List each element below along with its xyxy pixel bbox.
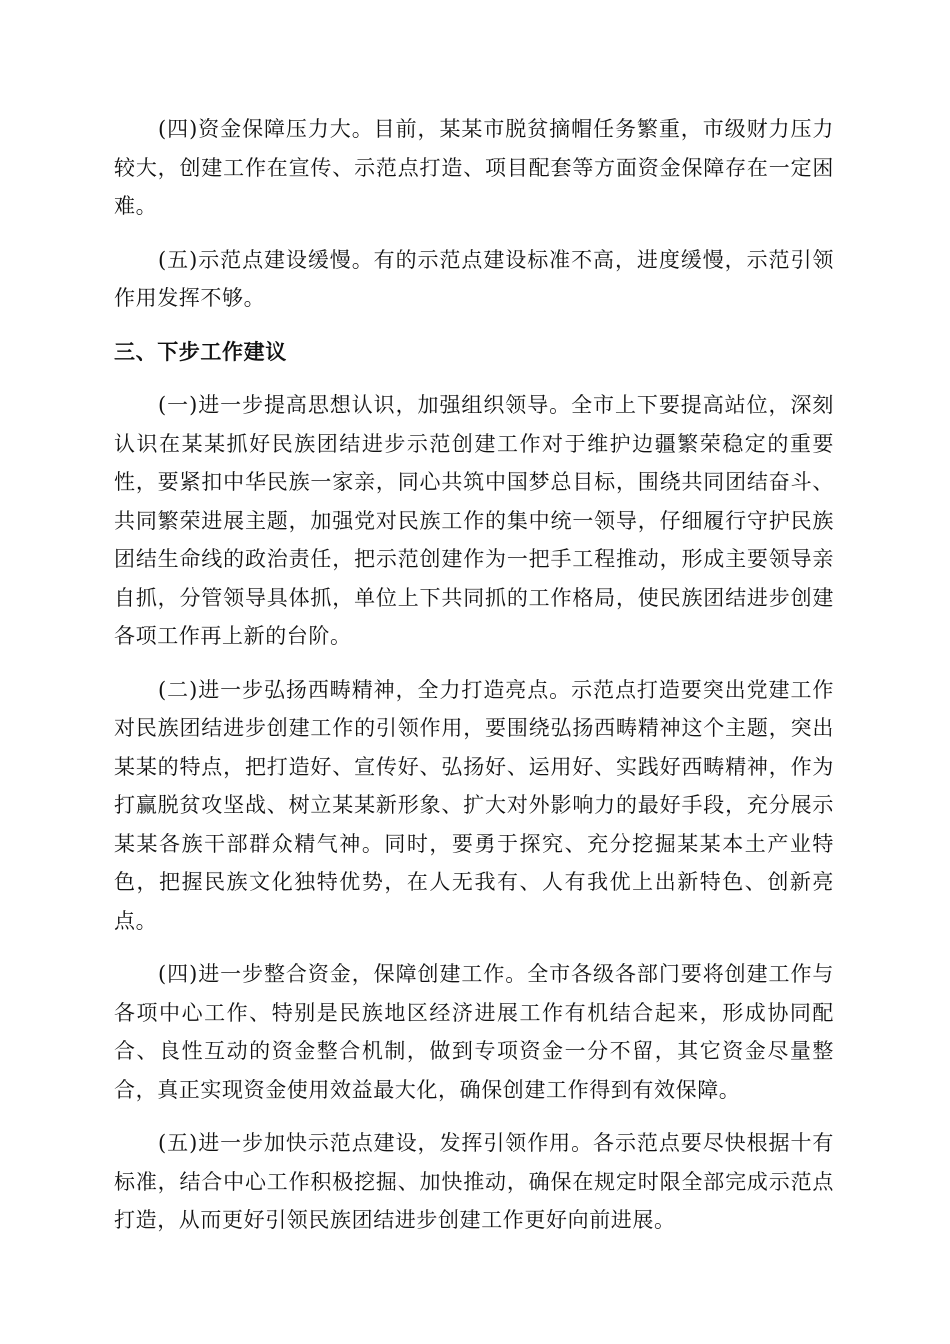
paragraph-integrate-funds: (四)进一步整合资金，保障创建工作。全市各级各部门要将创建工作与各项中心工作、特别是民族地区经济进展工作有机结合起来，形成协同配合、良性互动的资金整合机制，做到专项资金一分不留，其它资金尽量整合，真正实现资金使用效益最大化，确保创建工作得到有效保障。 (114, 962, 834, 1102)
section-heading-next-steps: 三、下步工作建议 (114, 339, 287, 364)
paragraph-demo-site-slow: (五)示范点建设缓慢。有的示范点建设标准不高，进度缓慢，示范引领作用发挥不够。 (114, 247, 834, 310)
paragraph-leadership: (一)进一步提高思想认识，加强组织领导。全市上下要提高站位，深刻认识在某某抓好民族团结进步示范创建工作对于维护边疆繁荣稳定的重要性，要紧扣中华民族一家亲，同心共筑中国梦总目标，围绕共同团结奋斗、共同繁荣进展主题，加强党对民族工作的集中统一领导，仔细履行守护民族团结生命线的政治责任，把示范创建作为一把手工程推动，形成主要领导亲自抓，分管领导具体抓，单位上下共同抓的工作格局，使民族团结进步创建各项工作再上新的台阶。 (114, 393, 834, 648)
document-body (114, 110, 834, 1255)
paragraph-accelerate-demo-sites: (五)进一步加快示范点建设，发挥引领作用。各示范点要尽快根据十有标准，结合中心工作积极挖掘、加快推动，确保在规定时限全部完成示范点打造，从而更好引领民族团结进步创建工作更好向前进展。 (114, 1131, 834, 1232)
paragraph-funding-pressure: (四)资金保障压力大。目前，某某市脱贫摘帽任务繁重，市级财力压力较大，创建工作在宣传、示范点打造、项目配套等方面资金保障存在一定困难。 (114, 117, 834, 218)
paragraph-xichou-spirit: (二)进一步弘扬西畴精神，全力打造亮点。示范点打造要突出党建工作对民族团结进步创建工作的引领作用，要围绕弘扬西畴精神这个主题，突出某某的特点，把打造好、宣传好、弘扬好、运用好、实践好西畴精神，作为打赢脱贫攻坚战、树立某某新形象、扩大对外影响力的最好手段，充分展示某某各族干部群众精气神。同时，要勇于探究、充分挖掘某某本土产业特色，把握民族文化独特优势，在人无我有、人有我优上出新特色、创新亮点。 (114, 677, 834, 933)
